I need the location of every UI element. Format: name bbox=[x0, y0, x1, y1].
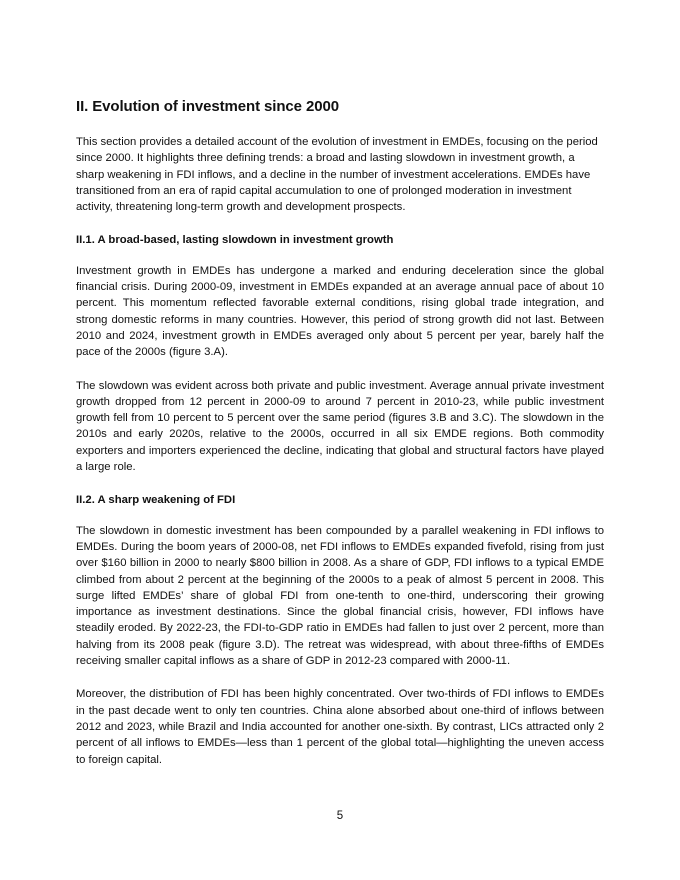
page-number: 5 bbox=[336, 810, 344, 822]
paragraph-fdi-concentration: Moreover, the distribution of FDI has been highly concentrated. Over two-thirds of FDI inflows to EMDEs in the past decade went to only ten countries. China alone absorbed about one-third of inflows between 2012 and 2023, while Brazil and India accounted for another one-sixth. By contrast, LICs attracted only 2 percent of all inflows to EMDEs—less than 1 percent of the global total—highlighting the uneven access to foreign capital. bbox=[76, 688, 604, 766]
subsection-title-fdi-weakening: II.2. A sharp weakening of FDI bbox=[76, 494, 236, 507]
intro-paragraph: This section provides a detailed account of the evolution of investment in EMDEs, focusing on the period since 2000. It highlights three defining trends: a broad and lasting slowdown in investment growth, a sharp weakening in FDI inflows, and a decline in the number of investment accelerations. EMDEs have transitioned from an era of rapid capital accumulation to one of prolonged moderation in investment activity, threatening long-term growth and development prospects. bbox=[76, 136, 598, 214]
page-content bbox=[76, 97, 604, 785]
subsection-title-investment-slowdown: II.1. A broad-based, lasting slowdown in investment growth bbox=[76, 234, 394, 247]
paragraph-investment-deceleration: Investment growth in EMDEs has undergone a marked and enduring deceleration since the global financial crisis. During 2000-09, investment in EMDEs expanded at an average annual pace of about 10 percent. This momentum reflected favorable external conditions, rising global trade integration, and strong domestic reforms in many countries. However, this period of strong growth did not last. Between 2010 and 2024, investment growth in EMDEs averaged only about 5 percent per year, barely half the pace of the 2000s (figure 3.A). bbox=[76, 264, 604, 359]
paragraph-private-public-slowdown: The slowdown was evident across both private and public investment. Average annual private investment growth dropped from 12 percent in 2000-09 to around 7 percent in 2010-23, while public investment growth fell from 10 percent to 5 percent over the same period (figures 3.B and 3.C). The slowdown in the 2010s and early 2020s, relative to the 2000s, occurred in all six EMDE regions. Both commodity exporters and importers experienced the decline, indicating that global and structural factors have played a large role. bbox=[76, 379, 604, 474]
section-title: II. Evolution of investment since 2000 bbox=[76, 98, 339, 115]
paragraph-fdi-weakening: The slowdown in domestic investment has been compounded by a parallel weakening in FDI inflows to EMDEs. During the boom years of 2000-08, net FDI inflows to EMDEs expanded fivefold, rising from just over $160 billion in 2000 to nearly $800 billion in 2008. As a share of GDP, FDI inflows to a typical EMDE climbed from about 2 percent at the beginning of the 2000s to a peak of almost 5 percent in 2008. This surge lifted EMDEs’ share of global FDI from one-tenth to one-third, underscoring their growing importance as investment destinations. Since the global financial crisis, however, FDI inflows have steadily eroded. By 2022-23, the FDI-to-GDP ratio in EMDEs had fallen to just over 2 percent, more than halving from its 2008 peak (figure 3.D). The retreat was widespread, with about three-fifths of EMDEs receiving smaller capital inflows as a share of GDP in 2012-23 compared with 2000-11. bbox=[76, 524, 604, 668]
